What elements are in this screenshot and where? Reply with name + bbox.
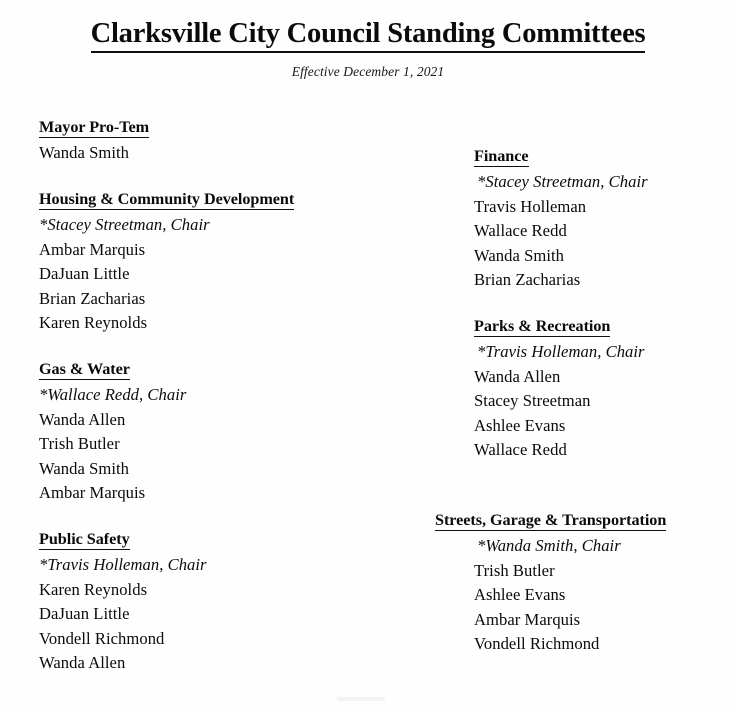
- committee-chair: *Stacey Streetman, Chair: [39, 215, 210, 235]
- committee-member-list: [435, 170, 736, 293]
- committee-member: Ambar Marquis: [39, 483, 146, 503]
- committee-section: [39, 530, 399, 676]
- committee-chair: *Stacey Streetman, Chair: [477, 172, 648, 192]
- committee-heading: Finance: [474, 147, 529, 167]
- page-title: Clarksville City Council Standing Committees: [91, 18, 646, 53]
- effective-date-subtitle: Effective December 1, 2021: [291, 63, 445, 79]
- committee-heading: Public Safety: [39, 530, 130, 550]
- committee-member-list: [39, 141, 399, 166]
- committee-member-list: [435, 340, 736, 463]
- committee-member: Wallace Redd: [474, 440, 567, 460]
- committee-chair: *Wallace Redd, Chair: [39, 385, 187, 405]
- committee-member-list: [39, 383, 399, 506]
- committee-member: Brian Zacharias: [39, 288, 146, 308]
- committee-member: Karen Reynolds: [39, 579, 148, 599]
- committee-member-list: [39, 553, 399, 676]
- committee-member: Vondell Richmond: [39, 628, 165, 648]
- committee-member: Wanda Smith: [39, 143, 130, 163]
- committee-member: Wanda Allen: [39, 409, 126, 429]
- committee-member: Ashlee Evans: [474, 585, 566, 605]
- committee-heading: Parks & Recreation: [474, 317, 610, 337]
- committee-member-list: [435, 534, 736, 657]
- committee-section: [39, 118, 399, 166]
- document-header: [0, 18, 736, 80]
- committee-member: Ambar Marquis: [474, 609, 581, 629]
- committee-section: [435, 317, 736, 463]
- committee-member: Ambar Marquis: [39, 239, 146, 259]
- committee-member: Brian Zacharias: [474, 270, 581, 290]
- committee-section: [39, 190, 399, 336]
- committee-section: [39, 360, 399, 506]
- committee-member: Stacey Streetman: [474, 391, 591, 411]
- committee-member-list: [39, 213, 399, 336]
- committee-chair: *Wanda Smith, Chair: [477, 536, 621, 556]
- committee-heading: Housing & Community Development: [39, 190, 294, 210]
- committee-member: Trish Butler: [474, 560, 555, 580]
- committee-section: [435, 147, 736, 293]
- committee-heading: Mayor Pro-Tem: [39, 118, 149, 138]
- committee-member: Ashlee Evans: [474, 415, 566, 435]
- committee-section: [435, 511, 736, 657]
- committee-member: Vondell Richmond: [474, 634, 600, 654]
- committee-member: Wanda Smith: [474, 245, 565, 265]
- committee-member: Wallace Redd: [474, 221, 567, 241]
- committee-member: Wanda Smith: [39, 458, 130, 478]
- scan-artifact: [337, 697, 385, 701]
- committee-member: DaJuan Little: [39, 264, 130, 284]
- committee-heading: Streets, Garage & Transportation: [435, 511, 666, 531]
- committee-member: Karen Reynolds: [39, 313, 148, 333]
- committee-member: DaJuan Little: [39, 604, 130, 624]
- committee-member: Trish Butler: [39, 434, 120, 454]
- committee-member: Wanda Allen: [474, 366, 561, 386]
- committee-chair: *Travis Holleman, Chair: [477, 342, 645, 362]
- committee-heading: Gas & Water: [39, 360, 130, 380]
- committee-chair: *Travis Holleman, Chair: [39, 555, 207, 575]
- committee-member: Wanda Allen: [39, 653, 126, 673]
- committee-member: Travis Holleman: [474, 196, 587, 216]
